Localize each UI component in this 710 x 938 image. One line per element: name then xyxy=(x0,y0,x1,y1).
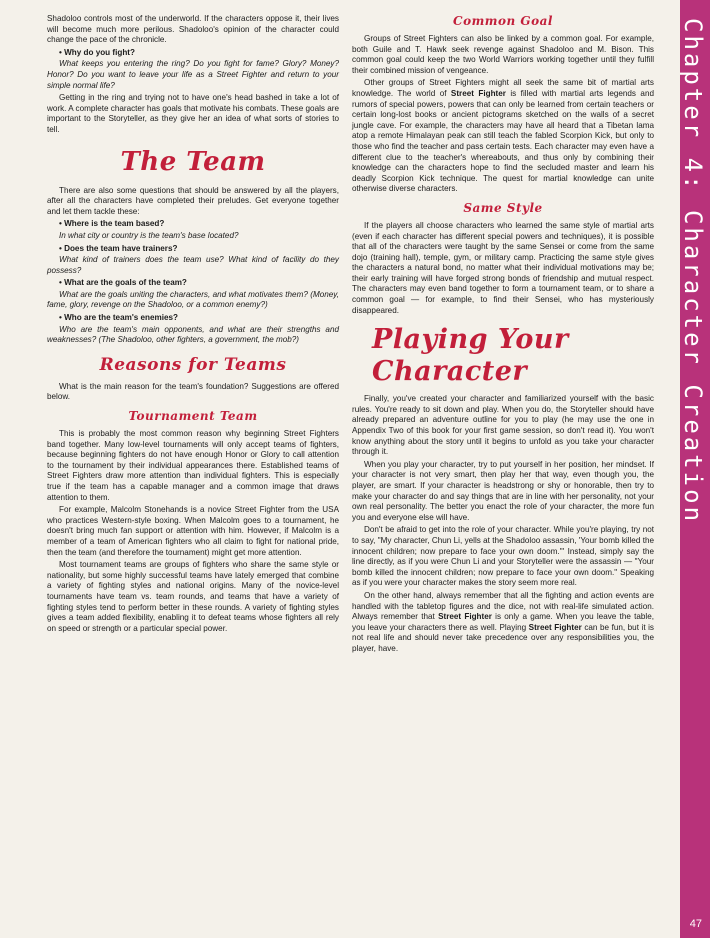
paragraph-common-goal-2 xyxy=(352,78,654,195)
chapter-title: Chapter 4: Character Creation xyxy=(679,18,707,525)
page-number: 47 xyxy=(689,918,702,930)
paragraph-same-style: If the players all choose characters who learned the same style of martial arts (even if each character has different special powers and techniques), it is possible that all of the characters were taught by the same Sensei or come from the same dojo (training hall), temple, gym, or military camp. Practicing the same style gives the characters a natural bond, no matter what their individual motivations may be; their early training will have forged strong bonds of friendship and mutual respect. The characters may even band together to form a tournament team, or to share a common goal — for example, to find their Sensei, who has mysteriously disappeared. xyxy=(352,220,654,315)
question-team-enemies: • Who are the team's enemies? xyxy=(59,313,179,323)
paragraph-tournament-3: Most tournament teams are groups of fighters who share the same style or nationality, but some highly successful teams have lately emerged that combine a variety of fighting styles and national origins. Many of the novice-level tournaments have team vs. team rounds, and teams that have a variety of fighting styles tend to perform better in these rounds. A variety of fighting styles gives a team added flexibility, enabling it to defeat teams whose fighters all rely on speed or strength or a particular special power. xyxy=(47,560,339,633)
question-team-base: • Where is the team based? xyxy=(59,219,165,229)
paragraph-shadoloo: Shadoloo controls most of the underworld. If the characters oppose it, their lives will become much more perilous. Shadoloo's opinion of the character could change the pace of the chronicle. xyxy=(47,14,339,45)
heading-common-goal: Common Goal xyxy=(453,14,553,28)
paragraph-common-goal-1: Groups of Street Fighters can also be linked by a common goal. For example, both Guile and T. Hawk seek revenge against Shadoloo and M. Bison. This common goal could keep the two World Warriors working together until they fulfill their combined mission of vengeance. xyxy=(352,34,654,75)
heading-playing-your-character: Playing Your Character xyxy=(372,324,569,388)
text-run: is filled with martial arts legends and rumors of special powers, powers that can only be learned from certain teachers or certain long-lost books or ancient pictograms sketched on the walls of a secret jungle cave. For example, the characters may have all heard that a Tibetan lama atop a remote Himalayan peak can still teach the fabled Scorpion Kick, but only to those who find the teacher and pass certain tests. Each character may even have a different clue to the teacher's whereabouts, and thus only by combining their knowledge can the characters hope to find the secluded master and learn his deadly Scorpion Kick technique. The quest for martial knowledge can unite otherwise diverse characters. xyxy=(352,88,654,194)
right-column xyxy=(352,14,654,657)
question-team-trainers-detail: What kind of trainers does the team use? What kind of facility do they possess? xyxy=(47,255,339,275)
question-team-enemies-detail: Who are the team's main opponents, and what are their strengths and weaknesses? (The Shadoloo, other fighters, a government, the mob?) xyxy=(47,324,339,345)
question-team-goals: • What are the goals of the team? xyxy=(59,278,187,288)
question-why-fight: • Why do you fight? xyxy=(59,47,135,57)
paragraph-tournament-1: This is probably the most common reason why beginning Street Fighters band together. Many low-level tournaments will only accept teams of fighters, because beginning fighters do not have enough Honor or Glory to call attention to the tournament by their individual appearances there. Established teams of Street Fighters draw more attention than individual fighters. This is especially true if the team has a capable manager and a common image that draws attention to them. xyxy=(47,429,339,502)
heading-tournament-team: Tournament Team xyxy=(128,409,258,424)
left-column xyxy=(47,14,339,636)
game-title-emphasis: Street Fighter xyxy=(438,612,492,622)
text-run: is only a game. When you leave the table, you leave your characters there as well. Playing xyxy=(352,612,654,632)
paragraph-goals: Getting in the ring and trying not to have one's head bashed in take a lot of work. A complete character has goals that motivate his combats. These goals are important to the Storyteller, as they give her an idea of what sorts of stories to tell. xyxy=(47,93,339,134)
paragraph-playing-4 xyxy=(352,591,654,655)
paragraph-playing-2: When you play your character, try to put yourself in her position, her mindset. If your character is not very smart, then play her that way, even though you, the player, are smart. If your character is headstrong or shy or honorable, then try to make your character do and say things that are in line with her personality, not your own real personality. The better you enact the role of your character, the more fun you and everyone else will have. xyxy=(352,459,654,522)
paragraph-playing-3: Don't be afraid to get into the role of your character. While you're playing, try not to say, "My character, Chun Li, yells at the Shadoloo assassin, 'Your bomb killed the innocent children; now prepare to face your own doom.'" Instead, simply say the line directly, as if you were Chun Li and your Storyteller were the assassin — "Your bomb killed the innocent children; now prepare to face your own doom." Speaking as if you were your character makes the story seem more real. xyxy=(352,525,654,588)
paragraph-team-intro: There are also some questions that should be answered by all the players, after all the characters have completed their preludes. Get everyone together and let them tackle these: xyxy=(47,185,339,216)
text-run: On the other hand, always remember that all the fighting and action events are handled with the tabletop figures and the dice, not with real-life simulated action. Always remember that xyxy=(352,590,654,622)
question-why-fight-detail: What keeps you entering the ring? Do you fight for fame? Glory? Money? Honor? Do you want to leave your life as a Street Fighter and return to your simple normal life? xyxy=(47,59,339,90)
text-run: can be fun, but it is not real life and should never take precedence over any responsibilities you, the player, have. xyxy=(352,622,654,653)
game-title-emphasis: Street Fighter xyxy=(528,622,582,632)
chapter-sidebar xyxy=(680,0,710,938)
question-team-trainers: • Does the team have trainers? xyxy=(59,243,178,253)
heading-reasons-for-teams: Reasons for Teams xyxy=(99,354,287,375)
question-team-goals-detail: What are the goals uniting the characters, and what motivates them? (Money, fame, glory, revenge on the Shadoloo, or a common enemy?) xyxy=(47,289,339,310)
text-run: Other groups of Street Fighters might all seek the same bit of martial arts knowledge. The world of xyxy=(352,78,654,98)
paragraph-tournament-2: For example, Malcolm Stonehands is a novice Street Fighter from the USA who practices Western-style boxing. When Malcolm goes to a tournament, he doesn't bring much fan support or attention with him. However, if Malcolm is a member of a team of American fighters who all claim to fight for national pride, then the team (and therefore the tournament) might get more attention. xyxy=(47,505,339,557)
heading-the-team: The Team xyxy=(120,146,266,177)
paragraph-reasons: What is the main reason for the team's foundation? Suggestions are offered below. xyxy=(47,381,339,402)
heading-same-style: Same Style xyxy=(463,200,543,215)
question-team-base-detail: In what city or country is the team's base located? xyxy=(59,230,239,240)
game-title-emphasis: Street Fighter xyxy=(450,88,506,98)
paragraph-playing-1: Finally, you've created your character and familiarized yourself with the basic rules. You're ready to sit down and play. When you do, the Storyteller should have already prepared an adventure outline for you to play (he may use the one in Appendix Two of this book for your first game session, so don't read it). You won't know anything about the story until it begins to unfold as you take your character through it. xyxy=(352,394,654,457)
